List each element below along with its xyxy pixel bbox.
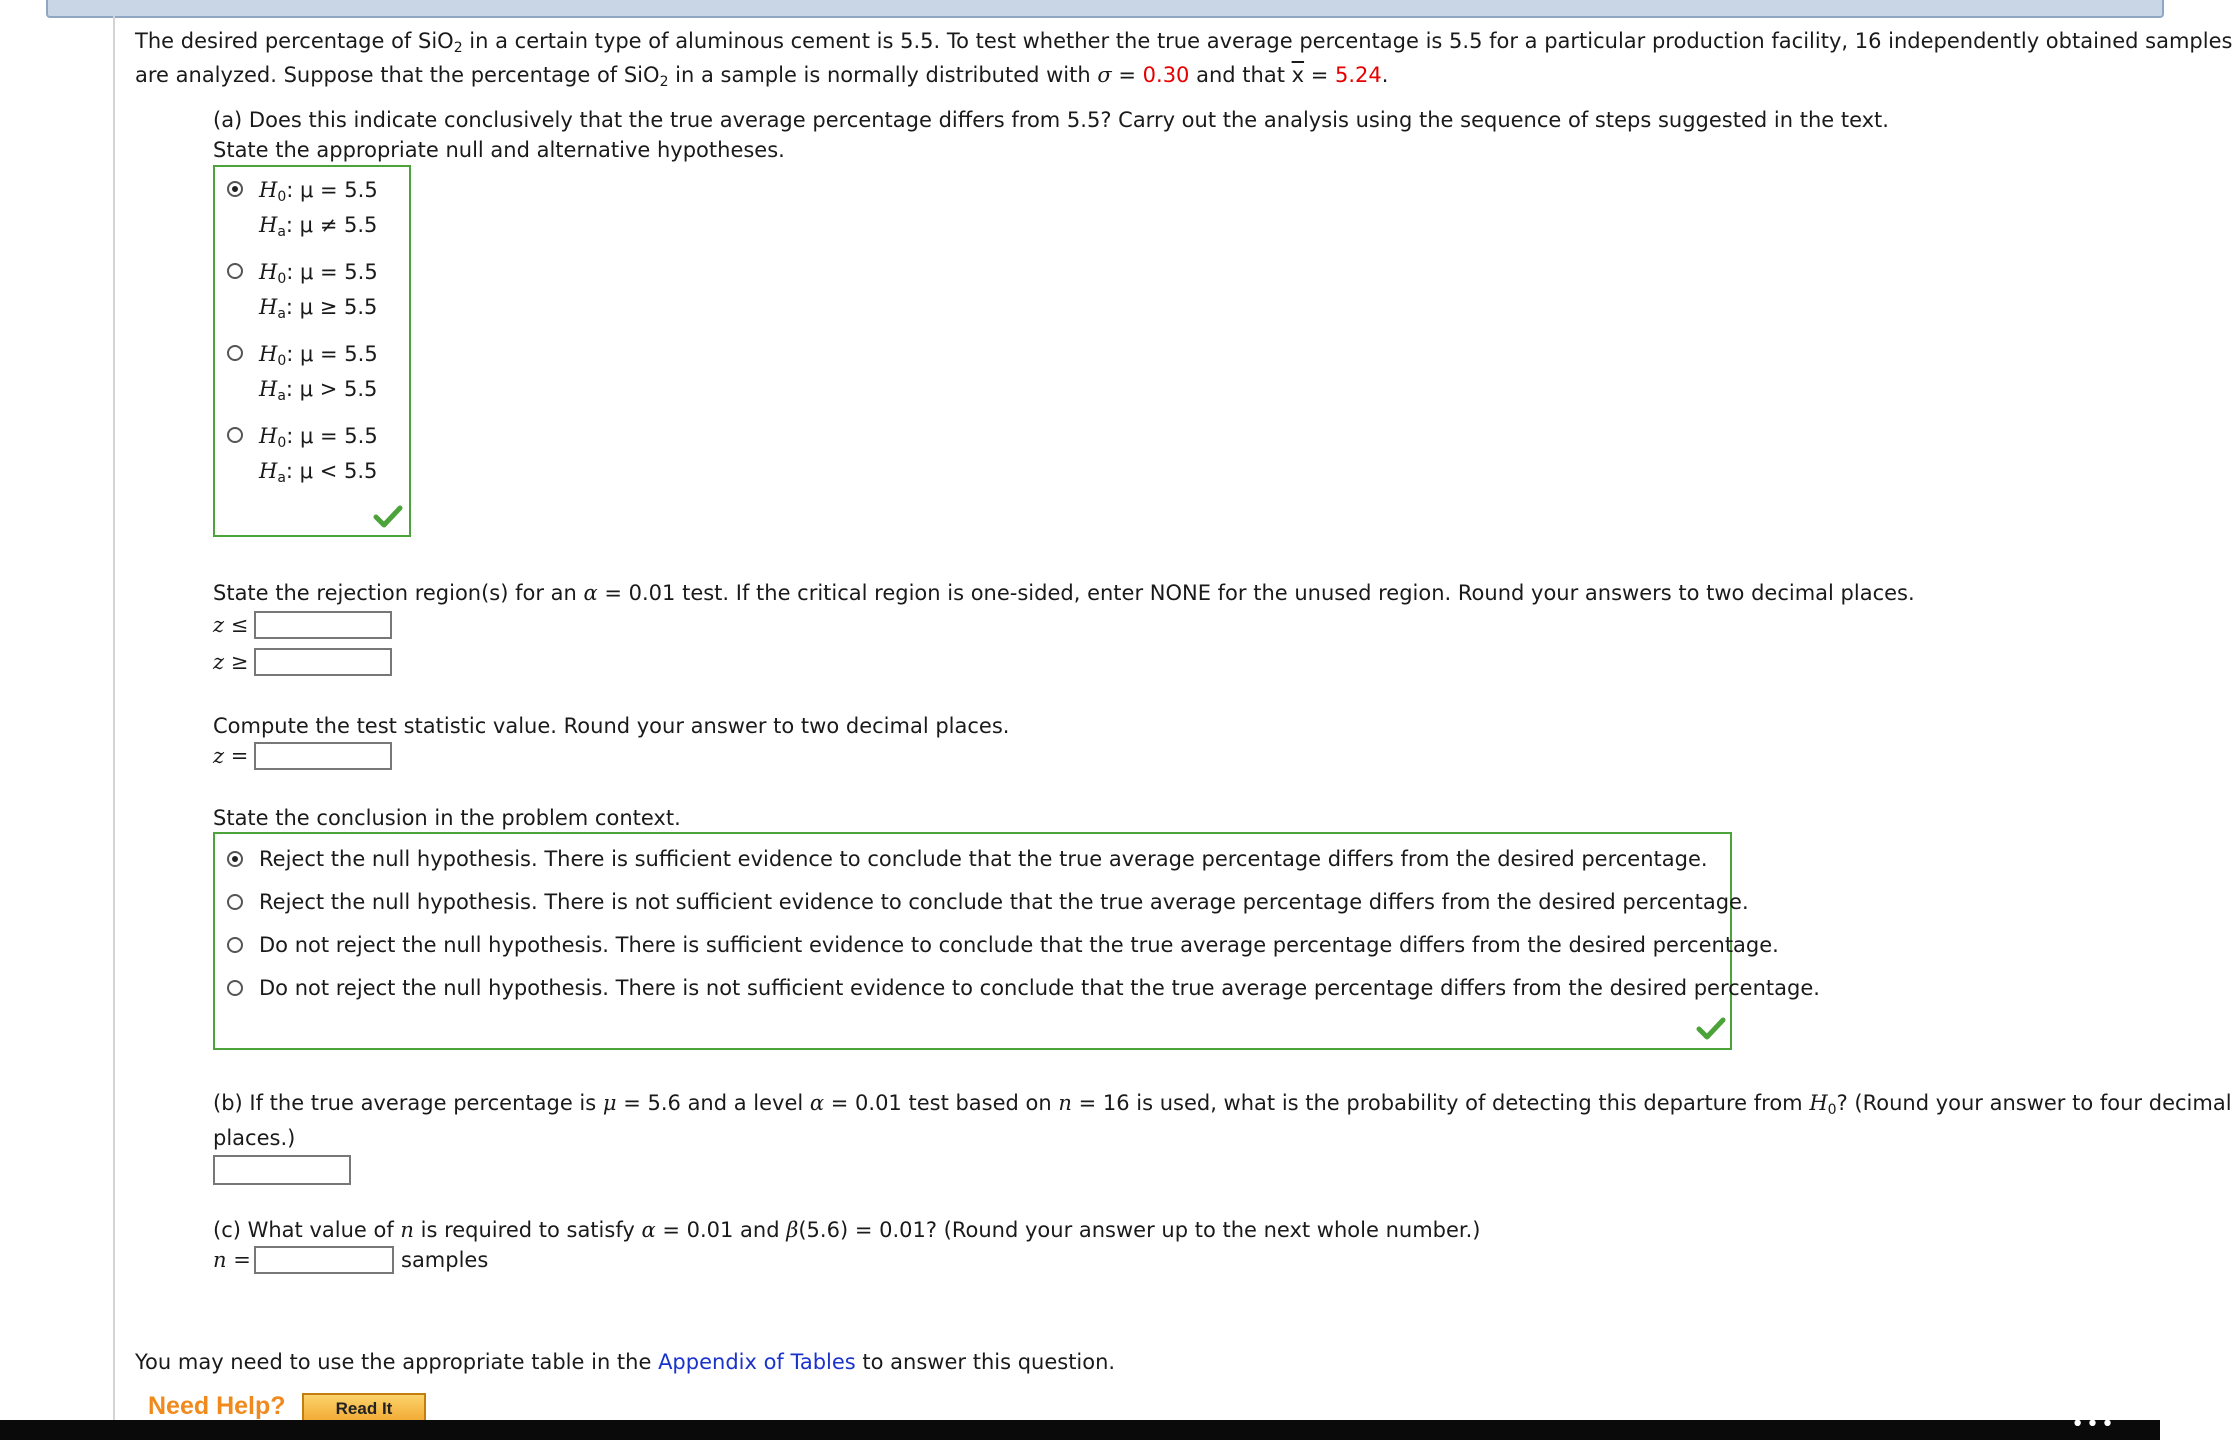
part-b-question: (b) If the true average percentage is μ = 5.6 and a level α = 0.01 test based on n = 16 is used, what is the probability of detecting this departure from $H_0$? (Round your answer to four decimal <box>213 1091 2232 1118</box>
need-help-label: Need Help? <box>148 1392 286 1420</box>
z-ge-label: z ≥ <box>213 650 249 674</box>
appendix-link[interactable]: Appendix of Tables <box>658 1350 856 1374</box>
read-it-button[interactable]: Read It <box>302 1393 426 1425</box>
n-label: n = <box>213 1248 251 1272</box>
z-upper-input[interactable] <box>254 648 392 676</box>
sample-size-input[interactable] <box>254 1246 394 1274</box>
hypothesis-ha-3: $H_a$: μ < 5.5 <box>259 459 378 486</box>
xbar-value: 5.24 <box>1335 63 1382 87</box>
conclusion-radio-0[interactable] <box>227 851 243 867</box>
hypothesis-radio-1[interactable] <box>227 263 243 279</box>
statistic-prompt: Compute the test statistic value. Round your answer to two decimal places. <box>213 714 1010 738</box>
conclusion-option-3: Do not reject the null hypothesis. There is not sufficient evidence to conclude that the true average percentage differs from the desired percentage. <box>259 976 1820 1000</box>
check-icon <box>374 505 402 527</box>
subscript: 2 <box>453 40 463 56</box>
question-left-border <box>113 16 115 1420</box>
hypothesis-ha-0: $H_a$: μ ≠ 5.5 <box>259 213 378 240</box>
hypothesis-ha-2: $H_a$: μ > 5.5 <box>259 377 378 404</box>
problem-text: and that <box>1189 63 1292 87</box>
appendix-note: You may need to use the appropriate table in the Appendix of Tables to answer this question. <box>135 1350 1116 1374</box>
conclusion-option-0: Reject the null hypothesis. There is sufficient evidence to conclude that the true average percentage differs from the desired percentage. <box>259 847 1708 871</box>
part-c-question: (c) What value of n is required to satisfy α = 0.01 and β(5.6) = 0.01? (Round your answer up to the next whole number.) <box>213 1218 1481 1242</box>
conclusion-option-2: Do not reject the null hypothesis. There is sufficient evidence to conclude that the true average percentage differs from the desired percentage. <box>259 933 1779 957</box>
test-statistic-input[interactable] <box>254 742 392 770</box>
hypothesis-ha-1: $H_a$: μ ≥ 5.5 <box>259 295 378 322</box>
sigma-symbol: σ <box>1097 63 1112 87</box>
subscript: 2 <box>659 74 669 90</box>
hypothesis-h0-1: $H_0$: μ = 5.5 <box>259 260 378 287</box>
rejection-prompt: State the rejection region(s) for an α = 0.01 test. If the critical region is one-sided, enter NONE for the unused region. Round your answers to two decimal places. <box>213 581 1915 605</box>
hypothesis-h0-3: $H_0$: μ = 5.5 <box>259 424 378 451</box>
equals: = <box>1111 63 1143 87</box>
top-panel-edge <box>46 0 2164 18</box>
z-eq-label: z = <box>213 744 249 768</box>
conclusion-radio-3[interactable] <box>227 980 243 996</box>
hypothesis-radio-2[interactable] <box>227 345 243 361</box>
period: . <box>1381 63 1389 87</box>
hypothesis-radio-3[interactable] <box>227 427 243 443</box>
hypothesis-h0-0: $H_0$: μ = 5.5 <box>259 178 378 205</box>
bottom-bar <box>0 1420 2160 1440</box>
samples-units: samples <box>401 1248 489 1272</box>
part-a-instruction: State the appropriate null and alternative hypotheses. <box>213 138 785 162</box>
power-probability-input[interactable] <box>213 1155 351 1185</box>
hypothesis-radio-0[interactable] <box>227 181 243 197</box>
equals: = <box>1304 63 1335 87</box>
conclusion-option-1: Reject the null hypothesis. There is not sufficient evidence to conclude that the true average percentage differs from the desired percentage. <box>259 890 1749 914</box>
more-options-icon[interactable]: ••• <box>2071 1412 2116 1437</box>
xbar-symbol: $\overline{x}$ <box>1291 63 1305 87</box>
conclusion-radio-1[interactable] <box>227 894 243 910</box>
problem-text: are analyzed. Suppose that the percentage of SiO <box>135 63 660 87</box>
check-icon <box>1697 1017 1725 1039</box>
problem-text: in a sample is normally distributed with <box>668 63 1098 87</box>
conclusion-radio-2[interactable] <box>227 937 243 953</box>
hypothesis-h0-2: $H_0$: μ = 5.5 <box>259 342 378 369</box>
part-b-question-cont: places.) <box>213 1126 296 1150</box>
z-lower-input[interactable] <box>254 611 392 639</box>
z-le-label: z ≤ <box>213 613 249 637</box>
problem-text: The desired percentage of SiO <box>135 29 454 53</box>
part-a-question: (a) Does this indicate conclusively that the true average percentage differs from 5.5? Carry out the analysis using the sequence of steps suggested in the text. <box>213 108 1889 132</box>
problem-text: in a certain type of aluminous cement is 5.5. To test whether the true average percentage is 5.5 for a particular production facility, 16 independently obtained samples <box>462 29 2232 53</box>
problem-line-2 <box>135 58 1388 99</box>
sigma-value: 0.30 <box>1142 63 1190 87</box>
conclusion-prompt: State the conclusion in the problem context. <box>213 806 681 830</box>
